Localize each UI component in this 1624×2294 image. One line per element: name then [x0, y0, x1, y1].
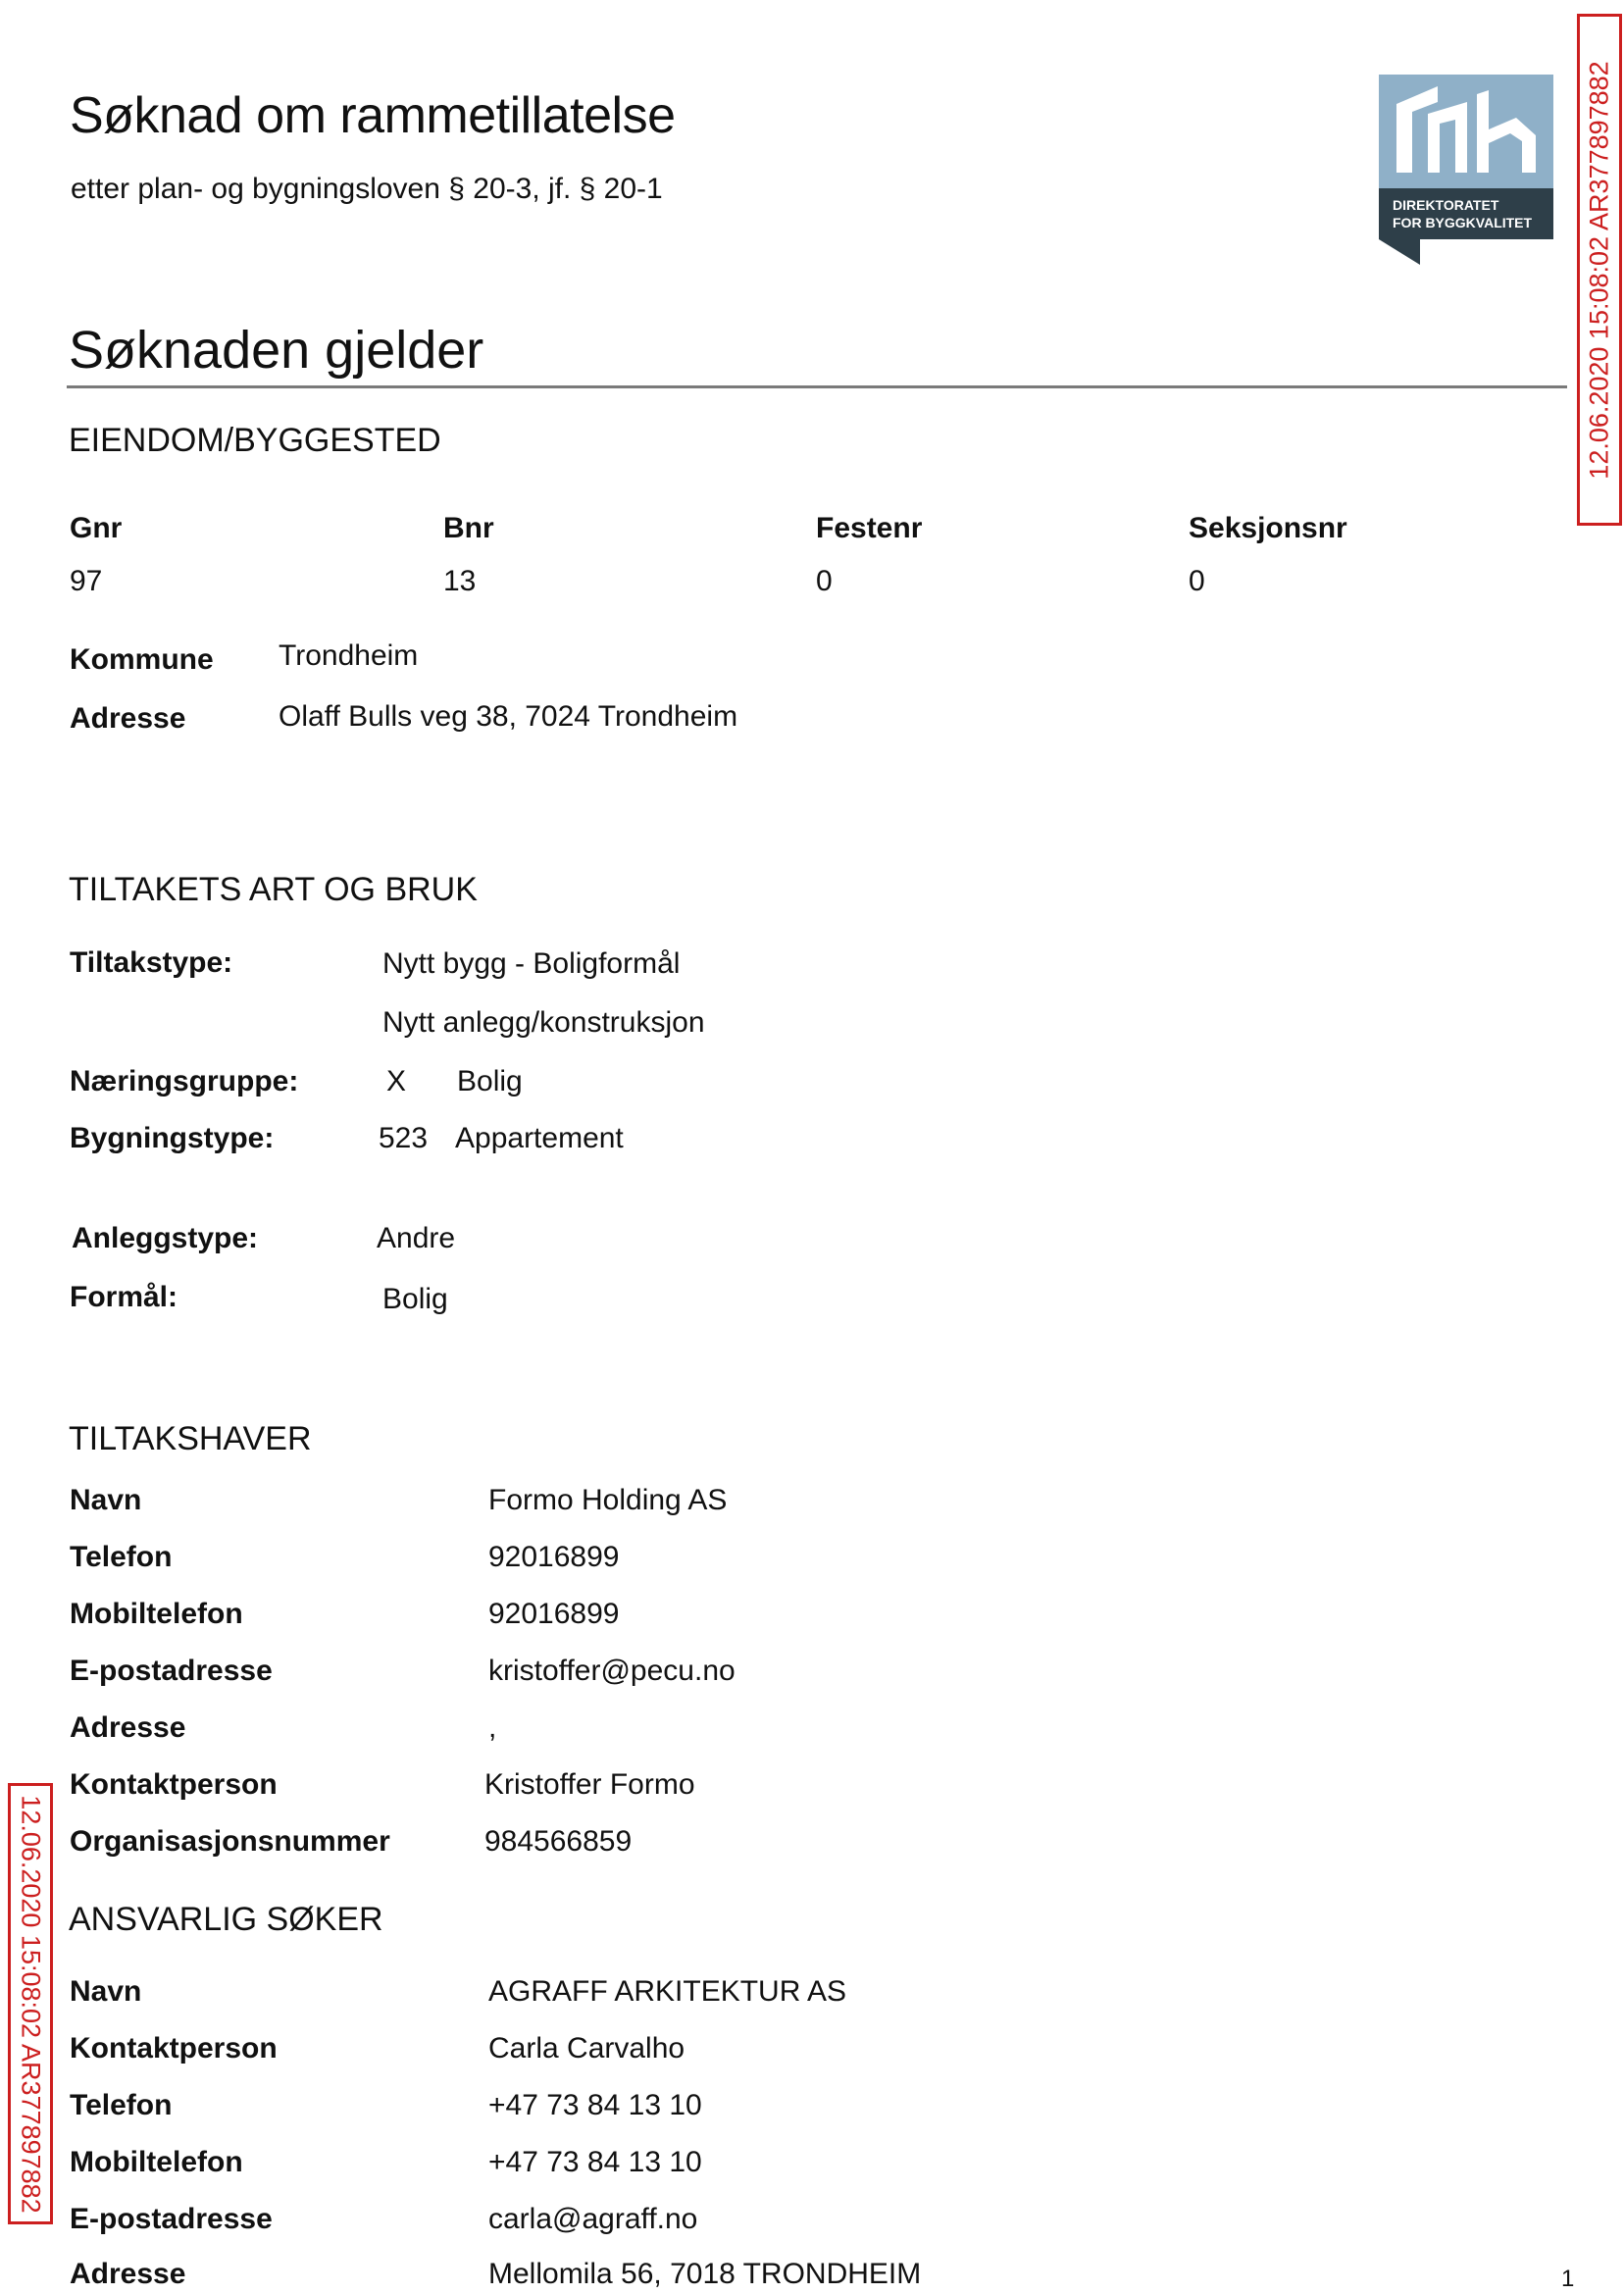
- seksjonsnr-label: Seksjonsnr: [1189, 512, 1347, 544]
- adresse-label: Adresse: [70, 702, 186, 735]
- tiltakshaver-adresse-label: Adresse: [70, 1711, 186, 1744]
- tiltakshaver-kontaktperson-label: Kontaktperson: [70, 1768, 278, 1801]
- festenr-label: Festenr: [816, 512, 923, 544]
- soker-navn-label: Navn: [70, 1975, 142, 2008]
- kommune-value: Trondheim: [279, 639, 419, 672]
- seksjonsnr-value: 0: [1189, 565, 1205, 597]
- tiltakshaver-mobiltelefon-label: Mobiltelefon: [70, 1598, 243, 1630]
- section-title: Søknaden gjelder: [69, 321, 484, 380]
- soker-telefon-value: +47 73 84 13 10: [488, 2089, 702, 2121]
- soker-telefon-label: Telefon: [70, 2089, 173, 2121]
- ansvarlig-soker-heading: ANSVARLIG SØKER: [69, 1901, 383, 1938]
- dibk-logo: [1379, 75, 1553, 265]
- timestamp-stamp-text: 12.06.2020 15:08:02 AR377897882: [1584, 60, 1614, 480]
- bygningstype-label: Bygningstype:: [70, 1122, 275, 1154]
- tiltakshaver-orgnr-value: 984566859: [484, 1825, 633, 1858]
- bygningstype-code: 523: [379, 1122, 429, 1154]
- festenr-value: 0: [816, 565, 833, 597]
- soker-epost-value: carla@agraff.no: [488, 2203, 698, 2235]
- document-subtitle: etter plan- og bygningsloven § 20-3, jf. § 20-1: [71, 173, 663, 205]
- gnr-label: Gnr: [70, 512, 123, 544]
- anleggstype-label: Anleggstype:: [72, 1222, 259, 1254]
- tiltakshaver-orgnr-label: Organisasjonsnummer: [70, 1825, 390, 1858]
- soker-kontaktperson-label: Kontaktperson: [70, 2032, 278, 2065]
- soker-navn-value: AGRAFF ARKITEKTUR AS: [488, 1975, 847, 2008]
- naeringsgruppe-code: X: [386, 1065, 407, 1097]
- kommune-label: Kommune: [70, 643, 214, 676]
- bygningstype-value: Appartement: [455, 1122, 624, 1154]
- adresse-value: Olaff Bulls veg 38, 7024 Trondheim: [279, 700, 738, 733]
- formal-value: Bolig: [382, 1283, 448, 1315]
- tiltakshaver-kontaktperson-value: Kristoffer Formo: [484, 1768, 695, 1801]
- timestamp-stamp-text: 12.06.2020 15:08:02 AR377897882: [16, 1794, 46, 2214]
- logo-text-line1: DIREKTORATET: [1393, 197, 1499, 213]
- tiltakshaver-epost-value: kristoffer@pecu.no: [488, 1655, 736, 1687]
- tiltakshaver-heading: TILTAKSHAVER: [69, 1420, 312, 1457]
- tiltakshaver-navn-label: Navn: [70, 1484, 142, 1516]
- gnr-value: 97: [70, 565, 103, 597]
- timestamp-stamp-top: [1577, 14, 1622, 526]
- formal-label: Formål:: [70, 1281, 178, 1313]
- soker-mobiltelefon-label: Mobiltelefon: [70, 2146, 243, 2178]
- timestamp-stamp-bottom: [8, 1783, 53, 2224]
- soker-epost-label: E-postadresse: [70, 2203, 273, 2235]
- soker-adresse-value: Mellomila 56, 7018 TRONDHEIM: [488, 2258, 922, 2290]
- tiltakshaver-epost-label: E-postadresse: [70, 1655, 273, 1687]
- naeringsgruppe-value: Bolig: [457, 1065, 523, 1097]
- tiltakstype-label: Tiltakstype:: [70, 946, 233, 979]
- document-title: Søknad om rammetillatelse: [70, 87, 676, 144]
- eiendom-heading: EIENDOM/BYGGESTED: [69, 422, 441, 459]
- tiltakshaver-telefon-label: Telefon: [70, 1541, 173, 1573]
- logo-text-line2: FOR BYGGKVALITET: [1393, 215, 1533, 230]
- tiltakshaver-mobiltelefon-value: 92016899: [488, 1598, 620, 1630]
- tiltakshaver-telefon-value: 92016899: [488, 1541, 620, 1573]
- tiltakstype-value-1: Nytt bygg - Boligformål: [382, 947, 681, 980]
- tiltakshaver-adresse-value: ,: [488, 1711, 497, 1744]
- soker-kontaktperson-value: Carla Carvalho: [488, 2032, 685, 2065]
- tiltak-heading: TILTAKETS ART OG BRUK: [69, 871, 478, 908]
- anleggstype-value: Andre: [377, 1222, 456, 1254]
- soker-adresse-label: Adresse: [70, 2258, 186, 2290]
- bnr-value: 13: [443, 565, 477, 597]
- section-divider: [67, 385, 1567, 388]
- page-number: 1: [1561, 2266, 1575, 2292]
- tiltakstype-value-2: Nytt anlegg/konstruksjon: [382, 1006, 705, 1039]
- tiltakshaver-navn-value: Formo Holding AS: [488, 1484, 728, 1516]
- naeringsgruppe-label: Næringsgruppe:: [70, 1065, 299, 1097]
- bnr-label: Bnr: [443, 512, 494, 544]
- soker-mobiltelefon-value: +47 73 84 13 10: [488, 2146, 702, 2178]
